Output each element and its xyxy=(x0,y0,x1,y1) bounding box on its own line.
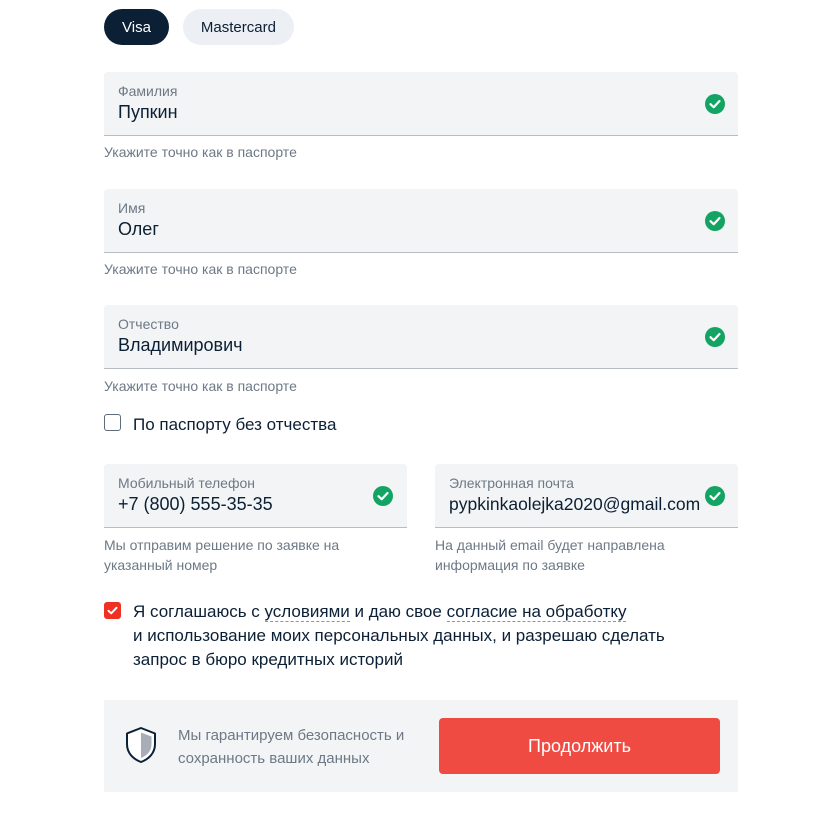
security-footer xyxy=(104,700,738,792)
guarantee-line1: Мы гарантируем безопасность и xyxy=(178,727,405,744)
email-hint xyxy=(435,535,665,575)
patronymic-value[interactable]: Владимирович xyxy=(118,335,243,355)
email-value[interactable]: pypkinkaolejka2020@gmail.com xyxy=(449,494,701,514)
no-patronymic-checkbox-row[interactable] xyxy=(104,413,336,437)
name-label: Имя xyxy=(118,200,146,216)
consent-line2: и использование моих персональных данных, и разрешаю сделать xyxy=(133,626,665,645)
name-field[interactable] xyxy=(104,189,738,253)
checkmark-icon xyxy=(106,604,119,617)
consent-text xyxy=(133,600,665,672)
tab-mastercard[interactable]: Mastercard xyxy=(183,9,294,45)
check-circle-icon xyxy=(705,94,725,114)
surname-field[interactable] xyxy=(104,72,738,136)
guarantee-line2: сохранность ваших данных xyxy=(178,750,370,767)
consent-text-part2: и даю свое xyxy=(349,602,447,621)
surname-label: Фамилия xyxy=(118,83,178,99)
patronymic-field[interactable] xyxy=(104,305,738,369)
phone-field[interactable] xyxy=(104,464,407,528)
security-guarantee-text xyxy=(178,724,404,770)
phone-label: Мобильный телефон xyxy=(118,475,255,491)
email-label: Электронная почта xyxy=(449,475,574,491)
name-hint: Укажите точно как в паспорте xyxy=(104,261,297,277)
phone-value[interactable]: +7 (800) 555-35-35 xyxy=(118,494,273,514)
tab-visa[interactable]: Visa xyxy=(104,9,169,45)
patronymic-hint: Укажите точно как в паспорте xyxy=(104,378,297,394)
consent-line1 xyxy=(133,600,665,624)
no-patronymic-checkbox[interactable] xyxy=(104,414,121,431)
email-hint-line1: На данный email будет направлена xyxy=(435,537,665,553)
patronymic-label: Отчество xyxy=(118,316,179,332)
check-circle-icon xyxy=(705,211,725,231)
data-processing-consent-link[interactable]: согласие на обработку xyxy=(446,602,627,621)
card-type-tabs xyxy=(104,9,294,45)
consent-checkbox[interactable] xyxy=(104,602,121,619)
name-value[interactable]: Олег xyxy=(118,219,159,239)
no-patronymic-label: По паспорту без отчества xyxy=(133,415,337,434)
shield-icon xyxy=(124,726,158,769)
check-circle-icon xyxy=(373,486,393,506)
phone-hint-line2: указанный номер xyxy=(104,557,218,573)
surname-hint: Укажите точно как в паспорте xyxy=(104,144,297,160)
consent-checkbox-row[interactable] xyxy=(104,600,665,672)
check-circle-icon xyxy=(705,327,725,347)
phone-hint xyxy=(104,535,339,575)
email-field[interactable] xyxy=(435,464,738,528)
terms-link[interactable]: условиями xyxy=(264,602,350,621)
consent-text-part1: Я соглашаюсь с xyxy=(133,602,265,621)
continue-button[interactable]: Продолжить xyxy=(439,718,720,774)
email-hint-line2: информация по заявке xyxy=(435,557,585,573)
phone-hint-line1: Мы отправим решение по заявке на xyxy=(104,537,340,553)
surname-value[interactable]: Пупкин xyxy=(118,102,178,122)
consent-line3: запрос в бюро кредитных историй xyxy=(133,650,403,669)
check-circle-icon xyxy=(705,486,725,506)
